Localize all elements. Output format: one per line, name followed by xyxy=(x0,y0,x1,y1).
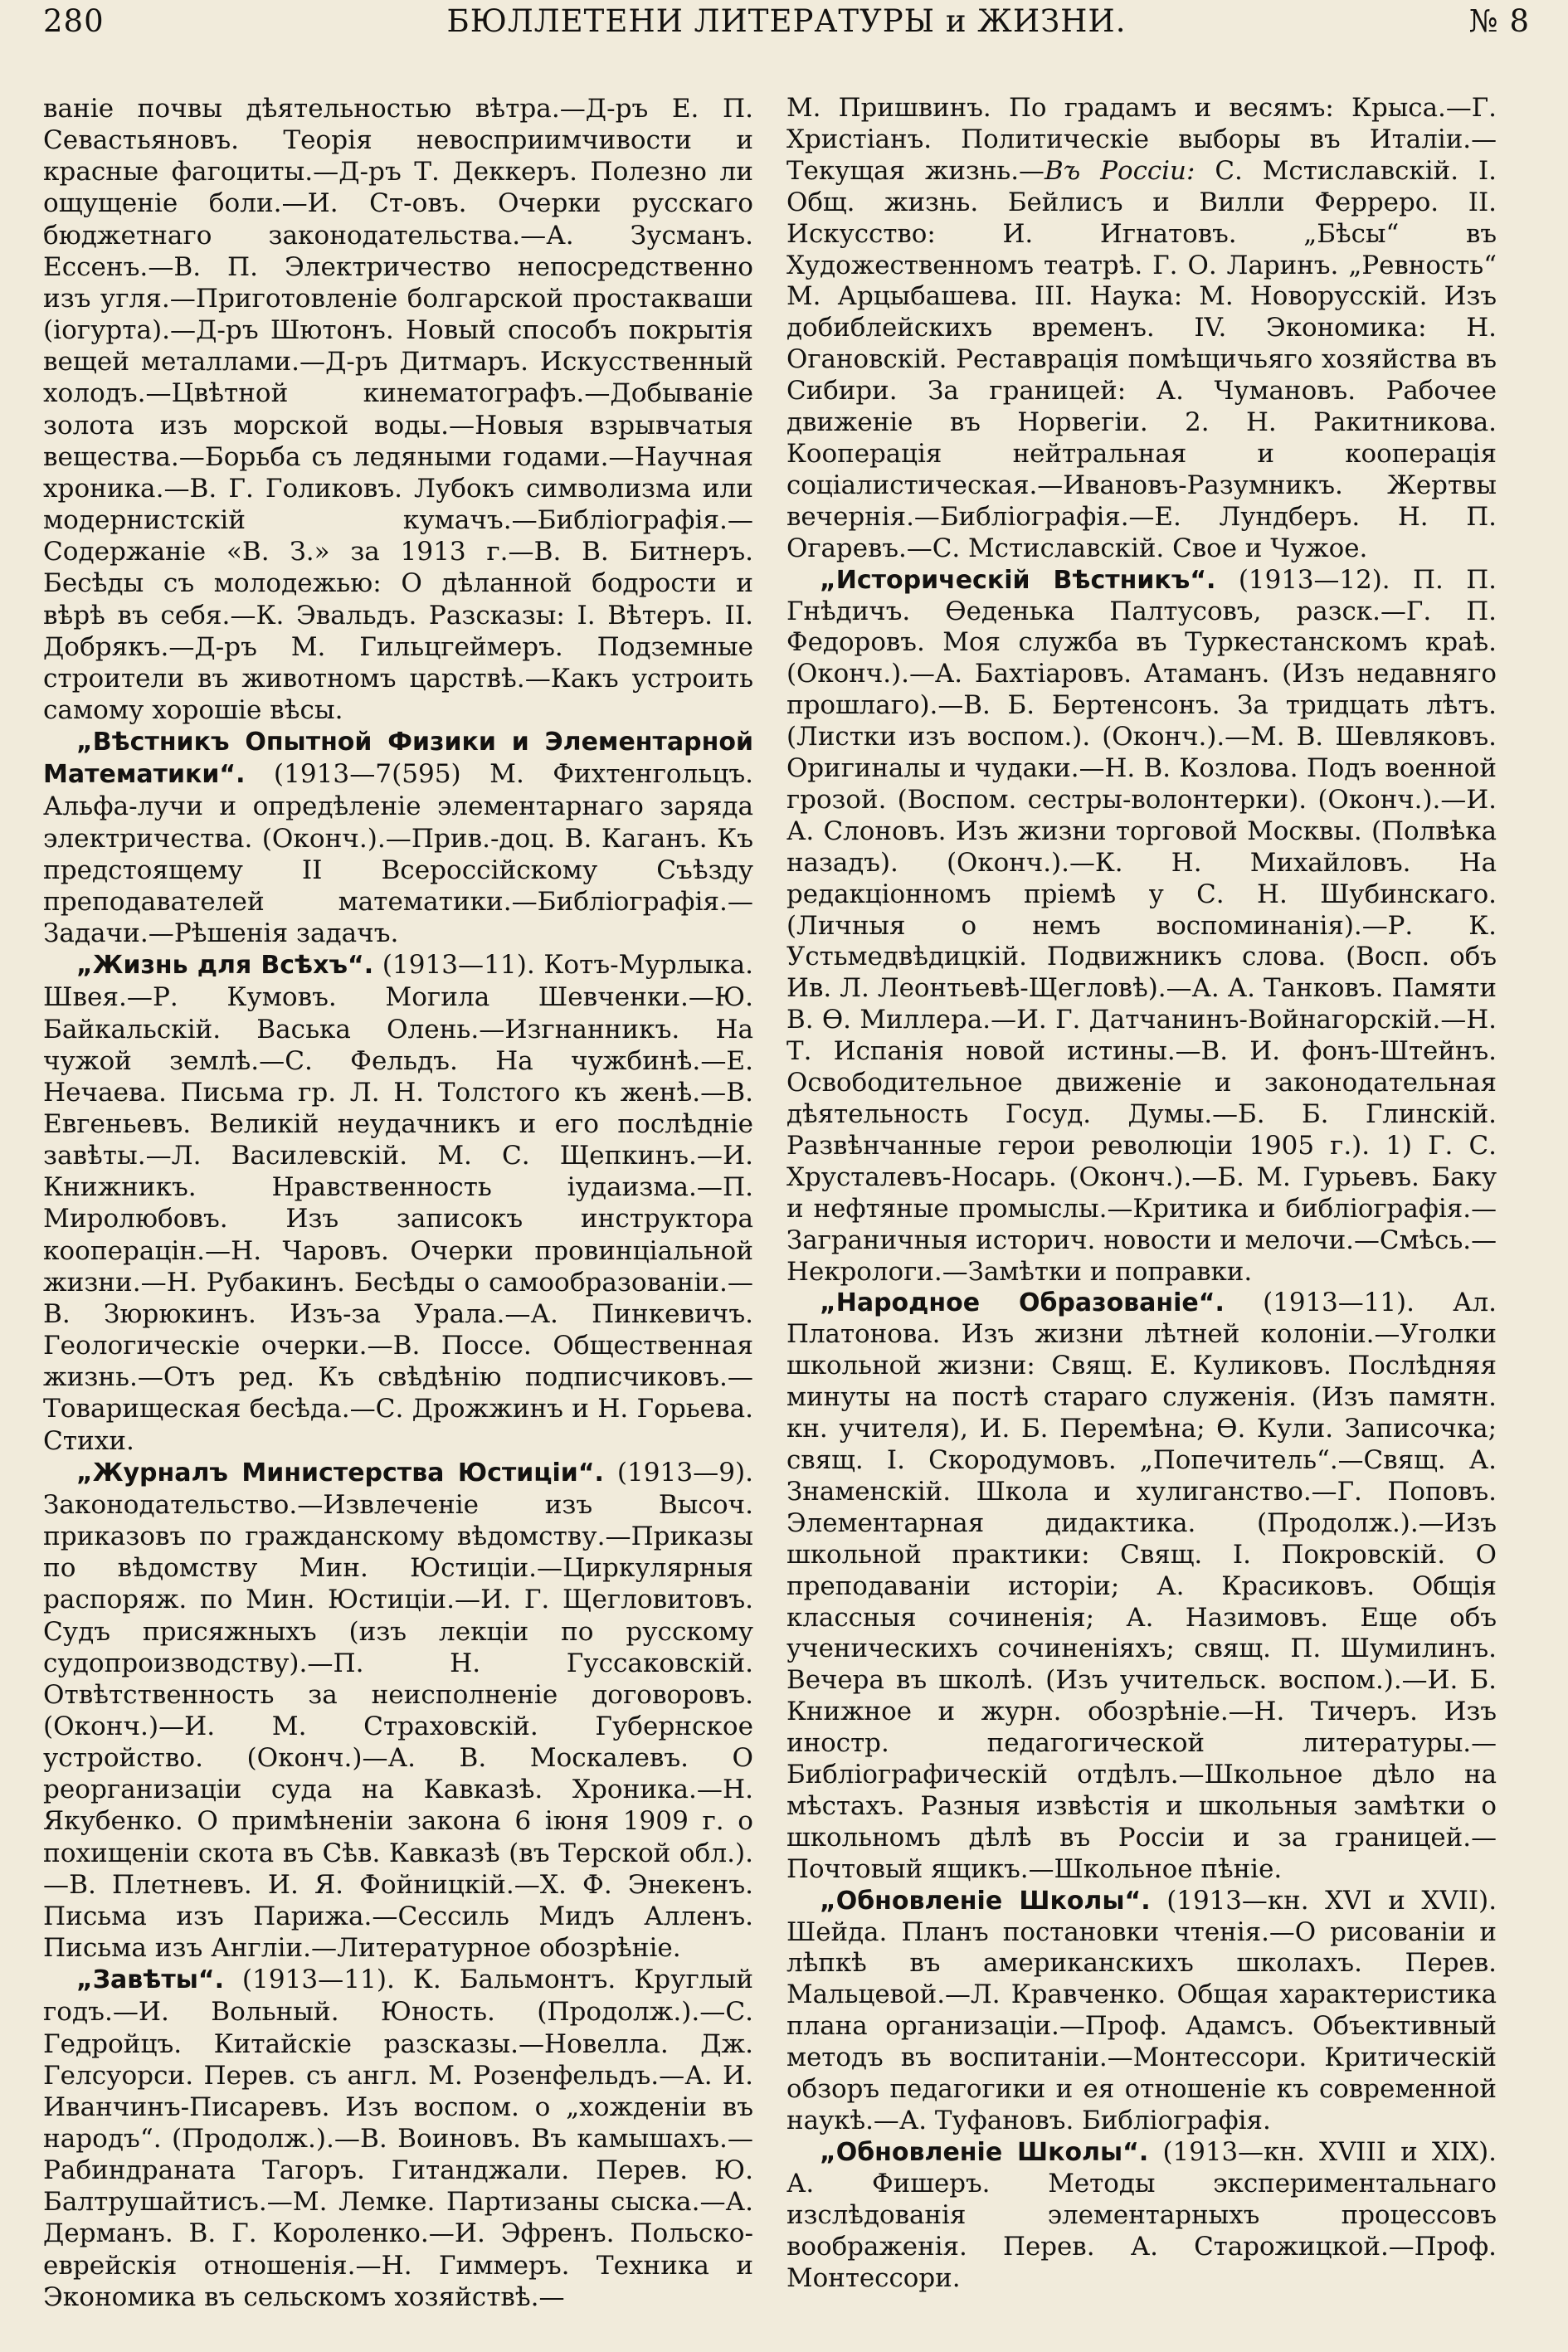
entry-text: (1913—11). Ал. Платонова. Изъ жизни лѣтней колоніи.—Уголки школьной жизни: Свящ. Е. Куликовъ. Послѣдняя минуты на постѣ стараго служенія. (Изъ памятн. кн. учителя), И. Б. Перемѣна; Ѳ. Кули. Записочка; свящ. I. Скородумовъ. „Попечитель“.—Свящ. А. Знаменскій. Школа и хулиганство.—Г. Поповъ. Элементарная дидактика. (Продолж.).—Изъ школьной практики: Свящ. I. Покровскій. О преподаваніи исторіи; А. Красиковъ. Общія классныя сочиненія; А. Назимовъ. Еще объ ученическихъ сочиненіяхъ; свящ. П. Шумилинъ. Вечера въ школѣ. (Изъ учительск. воспом.).—И. Б. Книжное и журн. обозрѣніе.—Н. Тичеръ. Изъ иностр. педагогической литературы.—Библіографическій отдѣлъ.—Школьное дѣло на мѣстахъ. Разныя извѣстія и школьныя замѣтки о школьномъ дѣлѣ въ Россіи и за границей.—Почтовый ящикъ.—Школьное пѣніе. xyxy=(786,1288,1497,1884)
entry-text: С. Мстиславскій. I. Общ. жизнь. Бейлисъ и Вилли Ферреро. II. Искусство: И. Игнатовъ. „Бѣсы“ въ Художественномъ театрѣ. Г. О. Ларинъ. „Ревность“ М. Арцыбашева. III. Наука: М. Новорусскій. Изъ добиблейскихъ временъ. IV. Экономика: Н. Огановскій. Реставрація помѣщичьяго хозяйства въ Сибири. За границей: А. Чумановъ. Рабочее движеніе въ Норвегіи. 2. Н. Ракитникова. Кооперація нейтральная и кооперація соціалистическая.—Ивановъ-Разумникъ. Жертвы вечернія.—Библіографія.—Е. Лундберъ. Н. П. Огаревъ.—С. Мстиславскій. Свое и Чужое. xyxy=(786,155,1497,563)
entry-text: (1913—7(595) М. Фихтенгольцъ. Альфа-лучи и опредѣленіе элементарнаго заряда электричества. (Оконч.).—Прив.-доц. В. Каганъ. Къ предстоящему II Всероссійскому Съѣзду преподавателей математики.—Библіографія.—Задачи.—Рѣшенія задачъ. xyxy=(43,759,753,949)
entry-text: ваніе почвы дѣятельностью вѣтра.—Д-ръ Е. П. Севастьяновъ. Теорія невосприимчивости и красные фагоциты.—Д-ръ Т. Деккеръ. Полезно ли ощущеніе боли.—И. Ст-овъ. Очерки русскаго бюджетнаго законодательства.—А. Зусманъ. Ессенъ.—В. П. Электричество непосредственно изъ угля.—Приготовленіе болгарской простакваши (іогурта).—Д-ръ Шютонъ. Новый способъ покрытія вещей металлами.—Д-ръ Дитмаръ. Искусственный холодъ.—Цвѣтной кинематографъ.—Добываніе золота изъ морской воды.—Новыя взрывчатыя вещества.—Борьба съ ледяными годами.—Научная хроника.—В. Г. Голиковъ. Лубокъ символизма или модернистскій кумачъ.—Библіографія.—Содержаніе «В. З.» за 1913 г.—В. В. Битнеръ. Бесѣды съ молодежью: О дѣланной бодрости и вѣрѣ въ себя.—К. Эвальдъ. Разсказы: I. Вѣтеръ. II. Добрякъ.—Д-ръ М. Гильцгеймеръ. Подземные строители въ животномъ царствѣ.—Какъ устроить самому хорошіе вѣсы. xyxy=(43,94,753,725)
entry-obnovlenie-shkoly-1 xyxy=(786,1886,1497,2137)
entry-zhizn-dlya-vsekh xyxy=(43,949,753,1457)
entry-istoricheskiy-vestnik xyxy=(786,565,1497,1288)
entry-zavety xyxy=(43,1964,753,2313)
journal-title: „Жизнь для Всѣхъ“. xyxy=(76,951,374,981)
journal-title: „Обновленіе Школы“. xyxy=(820,2137,1149,2167)
entry-zhurnal-ministerstva-yustitsii xyxy=(43,1457,753,1965)
continued-entry-vestnik-znaniya xyxy=(43,93,753,726)
entry-text: (1913—12). П. П. Гнѣдичъ. Ѳеденька Палтусовъ, разск.—Г. П. Федоровъ. Моя служба въ Туркестанскомъ краѣ. (Оконч.).—А. Бахтіаровъ. Атаманъ. (Изъ недавняго прошлаго).—В. Б. Бертенсонъ. За тридцать лѣтъ. (Листки изъ воспом.). (Оконч.).—М. В. Шевляковъ. Оригиналы и чудаки.—Н. В. Козлова. Подъ военной грозой. (Воспом. сестры-волонтерки). (Оконч.).—И. А. Слоновъ. Изъ жизни торговой Москвы. (Полвѣка назадъ). (Оконч.).—К. Н. Михайловъ. На редакціонномъ пріемѣ у С. Н. Шубинскаго. (Личныя о немъ воспоминанія).—Р. К. Устьмедвѣдицкій. Подвижникъ слова. (Восп. объ Ив. Л. Леонтьевѣ-Щегловѣ).—А. А. Танковъ. Памяти В. Ѳ. Миллера.—И. Г. Датчанинъ-Войнагорскій.—Н. Т. Испанія новой истины.—В. И. фонъ-Штейнъ. Освободительное движеніе и законодательная дѣятельность Госуд. Думы.—Б. Б. Глинскій. Развѣнчанные герои революціи 1905 г.). 1) Г. С. Хрусталевъ-Носарь. (Оконч.).—Б. М. Гурьевъ. Баку и нефтяные промыслы.—Критика и библіографія.—Заграничныя историч. новости и мелочи.—Смѣсь.—Некрологи.—Замѣтки и поправки. xyxy=(786,564,1497,1287)
entry-vestnik-opytnoy-fiziki xyxy=(43,726,753,949)
left-column xyxy=(43,93,753,2313)
entry-text: (1913—11). К. Бальмонтъ. Круглый годъ.—И. Вольный. Юность. (Продолж.).—С. Гедройцъ. Китайскіе разсказы.—Новелла. Дж. Гелсуорси. Перев. съ англ. М. Розенфельдъ.—А. И. Иванчинъ-Писаревъ. Изъ воспом. о „хожденіи въ народъ“. (Продолж.).—В. Воиновъ. Въ камышахъ.—Рабиндраната Тагоръ. Гитанджали. Перев. Ю. Балтрушайтисъ.—М. Лемке. Партизаны сыска.—А. Дерманъ. В. Г. Короленко.—И. Эфренъ. Польско-еврейскія отношенія.—Н. Гиммеръ. Техника и Экономика въ сельскомъ хозяйствѣ.— xyxy=(43,1965,753,2312)
page-number: 280 xyxy=(43,3,105,39)
journal-title: „Журналъ Министерства Юстиціи“. xyxy=(76,1458,604,1488)
entry-obnovlenie-shkoly-2 xyxy=(786,2137,1497,2295)
entry-text: (1913—11). Котъ-Мурлыка. Швея.—Р. Кумовъ. Могила Шевченки.—Ю. Байкальскій. Васька Олень.—Изгнанникъ. На чужой землѣ.—С. Фельдъ. На чужбинѣ.—Е. Нечаева. Письма гр. Л. Н. Толстого къ женѣ.—В. Евгеньевъ. Великій неудачникъ и его послѣдніе завѣты.—Л. Василевскій. М. С. Щепкинъ.—И. Книжникъ. Нравственность іудаизма.—П. Миролюбовъ. Изъ записокъ инструктора кооперацін.—Н. Чаровъ. Очерки провинціальной жизни.—Н. Рубакинъ. Бесѣды о самообразованіи.—В. Зюрюкинъ. Изъ-за Урала.—А. Пинкевичъ. Геологическіе очерки.—В. Поссе. Общественная жизнь.—Отъ ред. Къ свѣдѣнію подписчиковъ.—Товарищеская бесѣда.—С. Дрожжинъ и Н. Горьева. Стихи. xyxy=(43,950,753,1456)
continued-entry-zavety xyxy=(786,93,1497,565)
journal-title: „Завѣты“. xyxy=(76,1965,224,1995)
entry-text: (1913—кн. XVI и XVII). Шейда. Планъ постановки чтенія.—О рисованіи и лѣпкѣ въ американскихъ школахъ. Перев. Мальцевой.—Л. Кравченко. Общая характеристика плана организаціи.—Проф. Адамсъ. Объективный методъ въ воспитаніи.—Монтессори. Критическій обзоръ педагогики и ея отношеніе къ современной наукѣ.—А. Туфановъ. Библіографія. xyxy=(786,1885,1497,2135)
running-header xyxy=(43,3,1530,46)
journal-title: „Обновленіе Школы“. xyxy=(820,1886,1151,1916)
entry-text: (1913—9). Законодательство.—Извлеченіе изъ Высоч. приказовъ по гражданскому вѣдомству.—Приказы по вѣдомству Мин. Юстиціи.—Циркулярныя распоряж. по Мин. Юстиціи.—И. Г. Щегловитовъ. Судъ присяжныхъ (изъ лекціи по русскому судопроизводству).—П. Н. Гуссаковскій. Отвѣтственность за неисполненіе договоровъ.(Оконч.)—И. М. Страховскій. Губернское устройство. (Оконч.)—А. В. Москалевъ. О реорганизаціи суда на Кавказѣ. Хроника.—Н. Якубенко. О примѣненіи закона 6 іюня 1909 г. о похищеніи скота въ Сѣв. Кавказѣ (въ Терской обл.).—В. Плетневъ. И. Я. Фойницкій.—Х. Ф. Энекенъ. Письма изъ Парижа.—Сессиль Мидъ Алленъ. Письма изъ Англіи.—Литературное обозрѣніе. xyxy=(43,1457,754,1964)
journal-title: „Народное Образованіе“. xyxy=(820,1288,1225,1318)
entry-narodnoe-obrazovanie xyxy=(786,1288,1497,1885)
issue-number: № 8 xyxy=(1468,3,1530,39)
journal-title: „Историческій Вѣстникъ“. xyxy=(820,565,1216,595)
journal-title: „Вѣстникъ Опытной Физики и Элементарной Математики“. xyxy=(43,728,753,790)
running-title: БЮЛЛЕТЕНИ ЛИТЕРАТУРЫ и ЖИЗНИ. xyxy=(446,3,1127,39)
right-column xyxy=(786,93,1497,2294)
entry-italic-text: Въ Россіи: xyxy=(1044,155,1195,186)
entry-text: М. Пришвинъ. По градамъ и весямъ: Крыса.—Г. Христіанъ. Политическіе выборы въ Италіи.—Текущая жизнь.— xyxy=(786,93,1497,186)
entry-text: (1913—кн. XVIII и XIX). А. Фишеръ. Методы экспериментальнаго изслѣдованія элементарныхъ процессовъ воображенія. Перев. А. Старожицкой.—Проф. Монтессори. xyxy=(786,2136,1497,2293)
